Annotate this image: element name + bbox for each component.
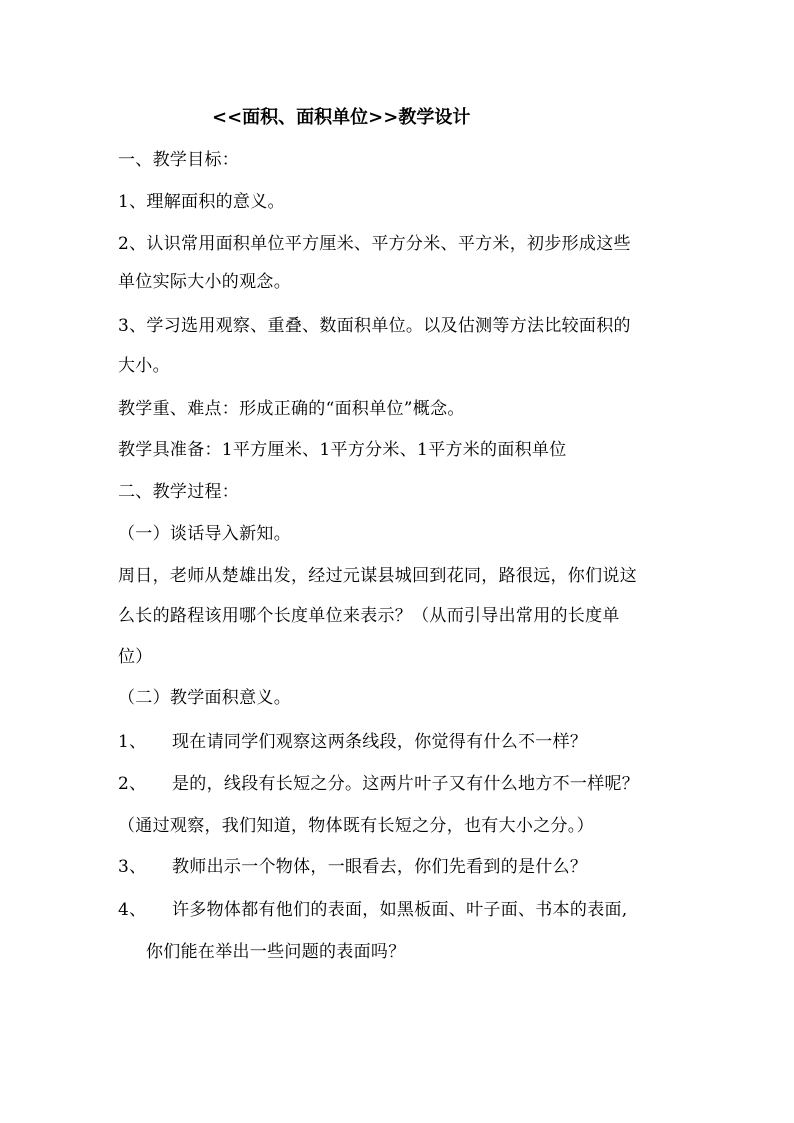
list-item	[118, 770, 678, 798]
document-title: <<面积、面积单位>>教学设计	[212, 107, 471, 128]
objective-2: 2、认识常用面积单位平方厘米、平方分米、平方米，初步形成这些	[118, 234, 631, 254]
observation-note: （通过观察，我们知道，物体既有长短之分，也有大小之分。）	[118, 816, 594, 836]
list-item-text: 教师出示一个物体，一眼看去，你们先看到的是什么？	[172, 857, 588, 877]
list-item-text: 是的，线段有长短之分。这两片叶子又有什么地方不一样呢？	[172, 774, 640, 794]
subsection-area-meaning: （二）教学面积意义。	[118, 688, 291, 708]
objective-1: 1、理解面积的意义。	[118, 192, 285, 212]
objective-2-cont: 单位实际大小的观念。	[118, 272, 291, 292]
list-item-number: 3、	[118, 857, 147, 877]
intro-paragraph: 周日，老师从楚雄出发，经过元谋县城回到花同，路很远，你们说这	[118, 566, 637, 586]
key-difficult-points: 教学重、难点：形成正确的“面积单位”概念。	[118, 399, 465, 419]
objective-3-cont: 大小。	[118, 356, 170, 376]
list-item-number: 1、	[118, 732, 147, 752]
objective-3: 3、学习选用观察、重叠、数面积单位。以及估测等方法比较面积的	[118, 316, 631, 336]
list-item	[118, 853, 678, 881]
subsection-intro: （一）谈话导入新知。	[118, 524, 291, 544]
list-item-number: 4、	[118, 900, 147, 920]
teaching-materials: 教学具准备：1平方厘米、1平方分米、1平方米的面积单位	[118, 440, 567, 460]
section-heading-objectives: 一、教学目标：	[118, 150, 240, 170]
list-item-continuation: 你们能在举出一些问题的表面吗？	[146, 942, 406, 962]
intro-paragraph-cont-1: 么长的路程该用哪个长度单位来表示？（从而引导出常用的长度单	[118, 606, 620, 626]
list-item-text: 许多物体都有他们的表面，如黑板面、叶子面、书本的表面,	[172, 900, 628, 920]
list-item	[118, 728, 678, 756]
section-heading-process: 二、教学过程：	[118, 482, 240, 502]
intro-paragraph-cont-2: 位）	[118, 647, 153, 667]
list-item	[118, 896, 678, 924]
list-item-number: 2、	[118, 774, 147, 794]
list-item-text: 现在请同学们观察这两条线段，你觉得有什么不一样？	[172, 732, 588, 752]
